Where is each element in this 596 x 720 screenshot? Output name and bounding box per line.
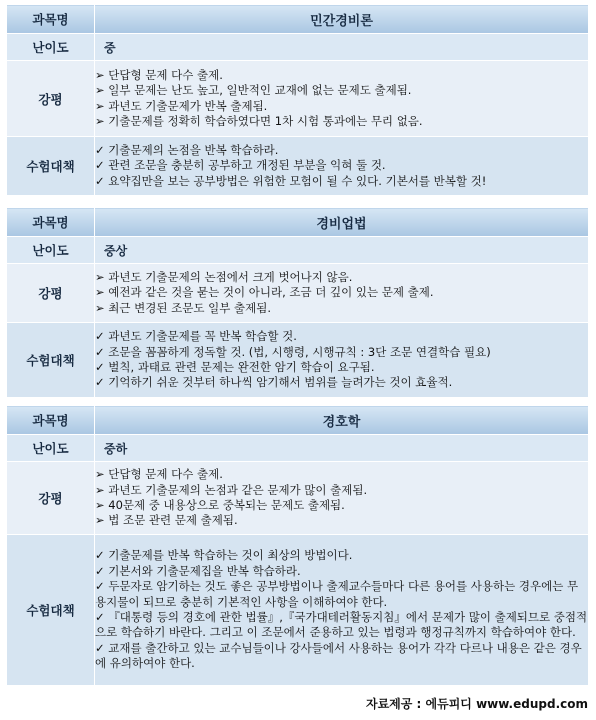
plan-item: ✓ 관련 조문을 충분히 공부하고 개정된 부분을 익혀 둘 것. (95, 158, 386, 173)
subject-label: 과목명 (7, 406, 95, 435)
comment-item: ➢ 40문제 중 내용상으로 중복되는 문제도 출제됨. (95, 498, 345, 512)
plan-item: ✓ 교재를 출간하고 있는 교수님들이나 강사들에서 사용하는 용어가 각각 다르나 내용은 같은 경우에 유의하여야 한다. (95, 640, 582, 671)
plan-item: ✓ 벌칙, 과태료 관련 문제는 완전한 암기 학습이 요구됨. (95, 360, 375, 374)
subject-table-1 (6, 4, 589, 196)
plan-list (95, 323, 589, 398)
comment-list (95, 462, 589, 535)
comment-item: ➢ 일부 문제는 난도 높고, 일반적인 교재에 없는 문제도 출제됨. (95, 83, 412, 98)
comment-item: ➢ 예전과 같은 것을 묻는 것이 아니라, 조금 더 깊이 있는 문제 출제. (95, 285, 434, 300)
subject-table-3 (6, 405, 589, 686)
plan-item: ✓ 기출문제의 논점을 반복 학습하라. (95, 142, 279, 157)
difficulty-label: 난이도 (7, 435, 95, 462)
subject-table-2 (6, 207, 589, 398)
difficulty-row (7, 34, 589, 61)
difficulty-value: 중상 (95, 237, 589, 264)
comment-item: ➢ 과년도 기출문제의 논점과 같은 문제가 많이 출제됨. (95, 482, 368, 497)
subject-row (7, 406, 589, 435)
source-credit: 자료제공 : 에듀피디 www.edupd.com (366, 697, 588, 711)
plan-item: ✓ 조문을 꼼꼼하게 정독할 것. (법, 시행령, 시행규칙 : 3단 조문 연결학습 필요) (95, 344, 491, 359)
plan-label: 수험대책 (7, 323, 95, 398)
subject-name: 민간경비론 (95, 5, 589, 34)
subject-name: 경비업법 (95, 208, 589, 237)
subject-row (7, 5, 589, 34)
plan-row (7, 137, 589, 196)
plan-item: ✓ 기억하기 쉬운 것부터 하나씩 암기해서 범위를 늘려가는 것이 효율적. (95, 375, 453, 390)
plan-item: ✓ 기본서와 기출문제집을 반복 학습하라. (95, 563, 301, 578)
subject-label: 과목명 (7, 208, 95, 237)
comment-item: ➢ 단답형 문제 다수 출제. (95, 467, 223, 482)
plan-list (95, 535, 589, 686)
plan-item: ✓ 요약집만을 보는 공부방법은 위험한 모험이 될 수 있다. 기본서를 반복할 것! (95, 173, 487, 188)
comment-item: ➢ 최근 변경된 조문도 일부 출제됨. (95, 300, 271, 315)
comment-item: ➢ 법 조문 관련 문제 출제됨. (95, 513, 238, 528)
comment-label: 강평 (7, 462, 95, 535)
plan-row (7, 535, 589, 686)
difficulty-row (7, 435, 589, 462)
comment-row (7, 462, 589, 535)
difficulty-label: 난이도 (7, 237, 95, 264)
plan-row (7, 323, 589, 398)
comment-row (7, 61, 589, 137)
plan-item: ✓ 두문자로 암기하는 것도 좋은 공부방법이나 출제교수들마다 다른 용어를 사용하는 경우에는 무용지물이 되므로 충분히 기본적인 사항을 이해하여야 한다. (95, 579, 579, 609)
comment-item: ➢ 단답형 문제 다수 출제. (95, 67, 223, 82)
difficulty-value: 중하 (95, 435, 589, 462)
difficulty-value: 중 (95, 34, 589, 61)
subject-row (7, 208, 589, 237)
plan-label: 수험대책 (7, 535, 95, 686)
comment-item: ➢ 과년도 기출문제의 논점에서 크게 벗어나지 않음. (95, 269, 353, 284)
subject-label: 과목명 (7, 5, 95, 34)
difficulty-row (7, 237, 589, 264)
comment-list (95, 264, 589, 323)
plan-item: ✓ 과년도 기출문제를 꼭 반복 학습할 것. (95, 329, 297, 344)
comment-item: ➢ 과년도 기출문제가 반복 출제됨. (95, 98, 268, 113)
comment-label: 강평 (7, 264, 95, 323)
difficulty-label: 난이도 (7, 34, 95, 61)
plan-item: ✓ 『대통령 등의 경호에 관한 법률』,『국가대테러활동지침』에서 문제가 많이 출제되므로 중점적으로 학습하기 바란다. 그리고 이 조문에서 준용하고 있는 법령과 행정규칙까지 학습하여야 한다. (95, 610, 588, 640)
comment-label: 강평 (7, 61, 95, 137)
comment-list (95, 61, 589, 137)
comment-item: ➢ 기출문제를 정확히 학습하였다면 1차 시험 통과에는 무리 없음. (95, 113, 423, 128)
plan-item: ✓ 기출문제를 반복 학습하는 것이 최상의 방법이다. (95, 548, 353, 563)
plan-label: 수험대책 (7, 137, 95, 196)
subject-name: 경호학 (95, 406, 589, 435)
comment-row (7, 264, 589, 323)
plan-list (95, 137, 589, 196)
